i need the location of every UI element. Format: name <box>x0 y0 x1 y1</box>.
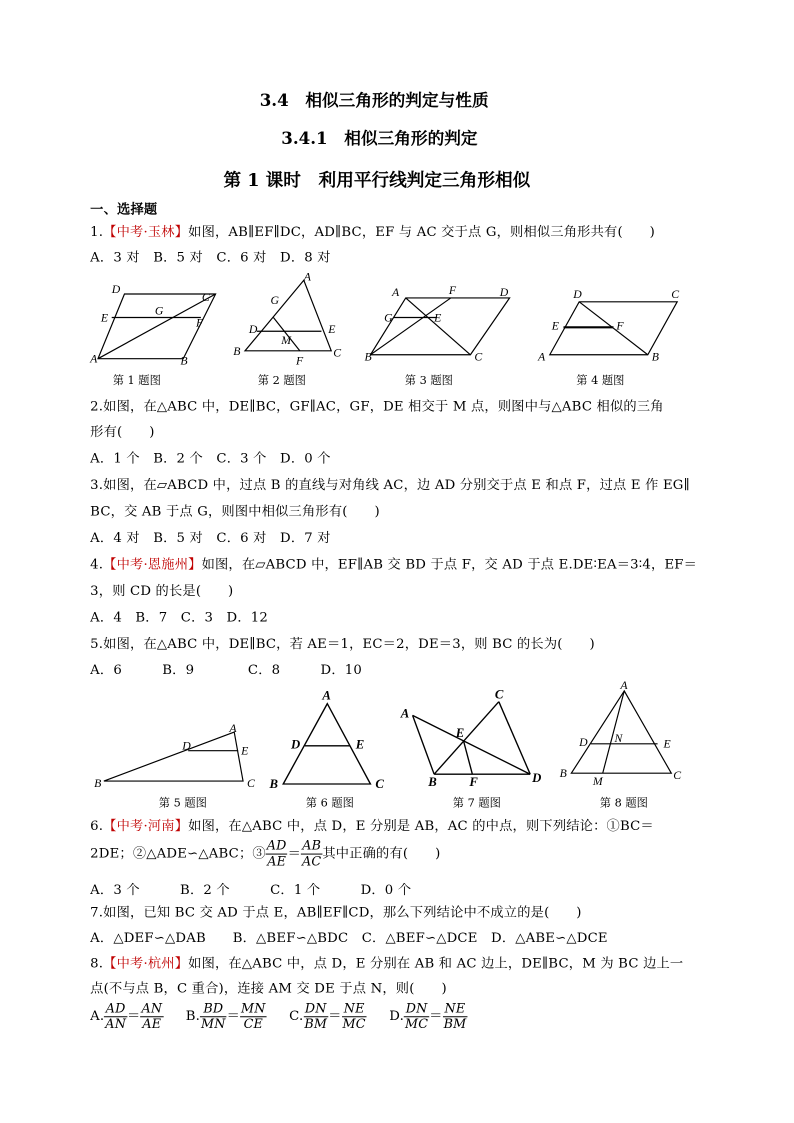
q8-a-frac1 <box>104 1002 127 1032</box>
f7-label-C: C <box>494 687 504 702</box>
f8-label-D: D <box>579 735 588 749</box>
f6-label-A: A <box>322 688 331 703</box>
question-3-cont: BC，交 AB 于点 G，则图中相似三角形有( ) <box>90 503 380 520</box>
f6-label-D: D <box>291 737 301 752</box>
f2-label-A: A <box>303 270 311 284</box>
f8-label-B: B <box>559 767 567 781</box>
f6-label-B: B <box>269 776 278 791</box>
caption-fig5: 第 5 题图 <box>158 795 207 810</box>
f8-label-N: N <box>614 731 623 745</box>
q8-d-d1: MC <box>404 1017 429 1032</box>
q8-b-frac2 <box>240 1002 267 1032</box>
caption-fig4: 第 4 题图 <box>576 373 625 388</box>
q6-frac1-den: AE <box>267 854 287 870</box>
caption-fig3: 第 3 题图 <box>404 373 453 388</box>
q8-b-n2: MN <box>241 1001 266 1017</box>
q4-tag: 【中考·恩施州】 <box>103 556 202 573</box>
q8-a-n1: AD <box>105 1001 126 1017</box>
f5-label-D: D <box>182 739 191 753</box>
q7-options: A．△DEF∽△DAB B．△BEF∽△BDC C．△BEF∽△DCE D．△ABE∽△DCE <box>90 930 608 946</box>
f5-label-C: C <box>246 776 255 790</box>
q8-opt-c: C. $\frac{DN}{BM}$ ＝ $\frac{NE}{MC}$ <box>289 1001 366 1032</box>
f8-label-E: E <box>663 737 671 751</box>
q8-b-frac1 <box>200 1002 227 1032</box>
q8-opt-c-label: C. <box>289 1008 304 1025</box>
question-1 <box>90 223 655 241</box>
q8-opt-a: A. $\frac{AD}{AN}$ ＝ $\frac{AN}{AE}$ <box>90 1001 163 1032</box>
q6-text: 如图，在△ABC 中，点 D，E 分别是 AB，AC 的中点，则下列结论：①BC＝ <box>188 818 654 834</box>
q8-a-n2: AN <box>141 1001 163 1017</box>
caption-fig2: 第 2 题图 <box>257 373 306 388</box>
q1-num: 1. <box>90 224 104 241</box>
q1-options: A．3 对 B．5 对 C．6 对 D．8 对 <box>90 249 331 266</box>
q4-options: A．4 B．7 C．3 D．12 <box>90 609 268 626</box>
question-6-cont <box>90 839 440 869</box>
q8-d-frac1 <box>404 1002 429 1032</box>
f2-label-G: G <box>270 293 279 307</box>
title-subsection: 3.4.1 相似三角形的判定 <box>281 129 478 149</box>
q8-d-frac2 <box>443 1002 468 1032</box>
figure-8 <box>554 678 691 794</box>
f2-label-F: F <box>295 354 304 368</box>
q8-a-d1: AN <box>105 1017 127 1032</box>
q6-frac-ad-ae <box>266 839 288 869</box>
q2-options: A．1 个 B．2 个 C．3 个 D．0 个 <box>90 450 331 467</box>
f4-label-A: A <box>538 350 546 364</box>
q6-frac-ab-ac <box>301 839 322 869</box>
q6-tag: 【中考·河南】 <box>103 818 189 834</box>
f3-label-D: D <box>499 285 509 299</box>
q8-c-frac1 <box>303 1002 328 1032</box>
q8-c-d1: BM <box>304 1017 328 1032</box>
f3-label-B: B <box>364 350 372 364</box>
f1-label-C: C <box>201 290 210 304</box>
q8-c-d2: MC <box>342 1017 366 1032</box>
f8-label-A: A <box>620 678 628 692</box>
q8-d-n2: NE <box>444 1001 466 1017</box>
q8-b-n1: BD <box>200 1002 227 1018</box>
q6-text3: 其中正确的有( ) <box>322 845 441 862</box>
f2-label-C: C <box>333 346 342 360</box>
f7-label-D: D <box>532 771 542 786</box>
figure-3 <box>363 284 520 362</box>
f3-label-F: F <box>448 284 457 297</box>
q6-options: A．3 个 B．2 个 C．1 个 D．0 个 <box>90 882 412 898</box>
q8-a-frac2 <box>140 1002 163 1032</box>
caption-fig6: 第 6 题图 <box>305 795 354 810</box>
figure-1 <box>90 284 227 372</box>
q8-d-d2: BM <box>443 1017 467 1032</box>
f1-label-G: G <box>154 304 164 318</box>
q8-a-d2: AE <box>142 1017 162 1032</box>
title-lesson: 第 1 课时 利用平行线判定三角形相似 <box>223 170 531 192</box>
q6-frac2-num: AB <box>302 838 322 854</box>
q8-opt-d: D. $\frac{DN}{MC}$ ＝ $\frac{NE}{BM}$ <box>389 1001 467 1032</box>
q8-text: 如图，在△ABC 中，点 D，E 分别在 AB 和 AC 边上，DE∥BC，M 为 BC 边上一 <box>188 955 684 972</box>
caption-fig1: 第 1 题图 <box>112 373 161 388</box>
question-2-cont: 形有( ) <box>90 424 155 441</box>
q4-num: 4. <box>90 556 104 573</box>
figure-6 <box>270 686 397 794</box>
f7-label-F: F <box>469 774 478 789</box>
q8-tag: 【中考·杭州】 <box>103 955 189 972</box>
question-3: 3.如图，在▱ABCD 中，过点 B 的直线与对角线 AC，边 AD 分别交于点 E 和点 F，过点 E 作 EG∥ <box>90 477 690 493</box>
q1-tag: 【中考·玉林】 <box>103 224 189 241</box>
question-2: 2.如图，在△ABC 中，DE∥BC，GF∥AC，GF，DE 相交于 M 点，则图中与△ABC 相似的三角 <box>90 398 664 415</box>
f7-label-E: E <box>455 725 465 740</box>
f2-label-D: D <box>248 323 258 337</box>
question-7: 7.如图，已知 BC 交 AD 于点 E，AB∥EF∥CD，那么下列结论中不成立的是( ) <box>90 904 582 921</box>
f8-label-C: C <box>673 769 682 783</box>
f8-label-M: M <box>592 774 603 788</box>
f5-label-B: B <box>94 776 102 790</box>
q8-opt-d-label: D. <box>389 1008 405 1025</box>
f1-label-E: E <box>100 311 109 325</box>
q3-options: A．4 对 B．5 对 C．6 对 D．7 对 <box>90 530 331 546</box>
section-heading: 一、选择题 <box>90 201 158 218</box>
figure-2 <box>227 272 354 370</box>
q6-eq: ＝ <box>287 845 302 862</box>
f1-label-A: A <box>90 352 98 366</box>
f1-label-F: F <box>196 316 204 330</box>
question-4 <box>90 556 697 574</box>
figure-5 <box>90 720 266 794</box>
q8-options <box>90 1002 467 1032</box>
f2-label-M: M <box>281 333 292 347</box>
question-5: 5.如图，在△ABC 中，DE∥BC，若 AE＝1，EC＝2，DE＝3，则 BC 的长为( ) <box>90 636 595 652</box>
question-8-cont: 点(不与点 B，C 重合)，连接 AM 交 DE 于点 N，则( ) <box>90 980 447 997</box>
f3-label-G: G <box>384 311 393 325</box>
title-section: 3.4 相似三角形的判定与性质 <box>259 91 489 111</box>
q4-text: 如图，在▱ABCD 中，EF∥AB 交 BD 于点 F，交 AD 于点 E.DE∶EA＝3∶4，EF＝ <box>201 556 698 573</box>
q6-frac1-num: AD <box>266 838 287 854</box>
q6-frac2-den: AC <box>301 854 322 870</box>
caption-fig7: 第 7 题图 <box>452 795 501 810</box>
f3-label-C: C <box>474 350 483 364</box>
question-6 <box>90 817 654 835</box>
q5-options: A．6 B．9 C．8 D．10 <box>90 662 362 679</box>
q8-c-n2: NE <box>342 1002 367 1018</box>
f3-label-A: A <box>392 285 400 299</box>
f2-label-E: E <box>328 323 336 337</box>
f2-label-B: B <box>233 344 241 358</box>
q8-opt-a-label: A. <box>90 1008 105 1025</box>
q6-text2: 2DE；②△ADE∽△ABC；③ <box>90 845 266 862</box>
q8-b-d2: CE <box>243 1017 264 1032</box>
q8-num: 8. <box>90 955 104 972</box>
f5-label-A: A <box>229 722 237 736</box>
q1-text: 如图，AB∥EF∥DC，AD∥BC，EF 与 AC 交于点 G，则相似三角形共有( ) <box>188 224 656 241</box>
figure-7 <box>397 686 554 794</box>
f7-label-A: A <box>400 706 410 721</box>
q8-c-n1: DN <box>304 1001 327 1017</box>
f6-label-C: C <box>375 776 384 791</box>
q8-opt-b: B. $\frac{BD}{MN}$ ＝ $\frac{MN}{CE}$ <box>185 1001 266 1032</box>
q8-b-d1: MN <box>201 1017 226 1032</box>
f5-label-E: E <box>241 744 249 758</box>
q8-opt-b-label: B. <box>185 1008 201 1025</box>
f4-label-B: B <box>651 350 659 364</box>
f4-label-F: F <box>616 319 624 333</box>
q8-d-n1: DN <box>405 1001 428 1017</box>
f4-label-D: D <box>573 287 582 301</box>
f1-label-B: B <box>180 354 188 368</box>
q8-c-frac2 <box>342 1002 367 1032</box>
question-8 <box>90 955 683 973</box>
q6-num: 6. <box>90 818 104 834</box>
f3-label-E: E <box>434 311 442 325</box>
f4-label-E: E <box>551 319 559 333</box>
f6-label-E: E <box>355 737 365 752</box>
question-4-cont: 3，则 CD 的长是( ) <box>90 583 234 599</box>
f4-label-C: C <box>671 287 680 301</box>
f1-label-D: D <box>111 283 121 297</box>
figure-4 <box>534 284 691 362</box>
f7-label-B: B <box>428 774 437 789</box>
caption-fig8: 第 8 题图 <box>599 795 648 810</box>
